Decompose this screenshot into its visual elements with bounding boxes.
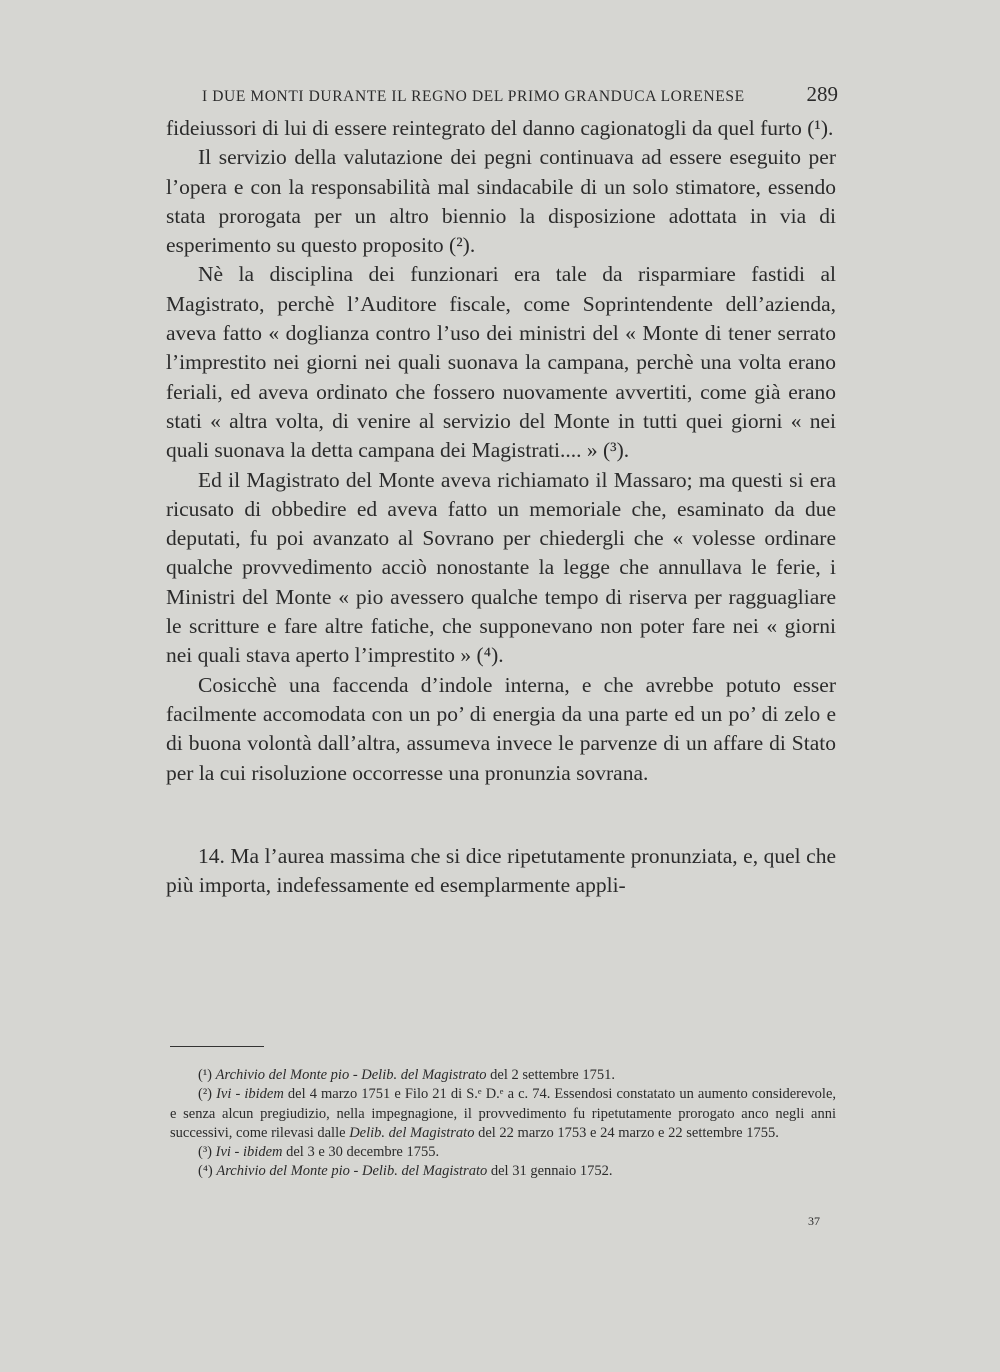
running-title: I DUE MONTI DURANTE IL REGNO DEL PRIMO GRANDUCA LORENESE bbox=[202, 88, 745, 105]
footnote-source: Archivio del Monte pio - Delib. del Magistrato bbox=[216, 1163, 488, 1180]
footnote-text: del 2 settembre 1751. bbox=[490, 1067, 615, 1083]
footnote-text: del 22 marzo 1753 e 24 marzo e 22 settembre 1755. bbox=[478, 1124, 779, 1141]
footnote bbox=[170, 1066, 836, 1085]
footnote-mark: (¹) bbox=[198, 1067, 213, 1083]
footnote-text: del 3 e 30 decembre 1755. bbox=[286, 1144, 440, 1161]
footnote-text: del 31 gennaio 1752. bbox=[490, 1163, 613, 1180]
signature-mark: 37 bbox=[808, 1214, 820, 1228]
footnote bbox=[170, 1143, 836, 1162]
footnote-source: Ivi - ibidem bbox=[216, 1086, 284, 1103]
footnote bbox=[170, 1162, 836, 1181]
footnote-mark: (⁴) bbox=[198, 1163, 213, 1180]
section-paragraph: 14. Ma l’aurea massima che si dice ripetutamente pronunziata, e, quel che più importa, indefessamente ed esemplarmente appli- bbox=[166, 843, 836, 898]
footnotes bbox=[170, 1066, 836, 1182]
footnote-mark: (²) bbox=[198, 1086, 213, 1103]
footnote bbox=[170, 1085, 836, 1143]
footnote-source: Archivio del Monte pio - Delib. del Magistrato bbox=[215, 1067, 487, 1083]
footnote-mark: (³) bbox=[198, 1144, 213, 1161]
paragraph: fideiussori di lui di essere reintegrato del danno cagionatogli da quel furto (¹). bbox=[166, 116, 834, 140]
footnote-text: del 4 marzo 1751 e Filo 21 di S.ᵉ D.ᵉ a c. 74. Essendosi constatato un aumento considerevole, e senza alcun pregiudizio, nella impegnagione, il provvedimento fu ripetutamente prorogato anco negli anni successivi, come rilevasi dalle bbox=[170, 1086, 837, 1141]
paragraph: Cosicchè una faccenda d’indole interna, e che avrebbe potuto esser facilmente accomodata con un po’ di energia da una parte ed un po’ di zelo e di buona volontà dall’altra, assumeva invece le parvenze di un affare di Stato per la cui risoluzione occorresse una pronunzia sovrana. bbox=[166, 672, 836, 785]
body-text bbox=[166, 114, 836, 900]
paragraph: Ed il Magistrato del Monte aveva richiamato il Massaro; ma questi si era ricusato di obbedire ed aveva fatto un memoriale che, esaminato da due deputati, fu poi avanzato al Sovrano per chiedergli che « volesse ordinare qualche provvedimento acciò nonostante la legge che annullava le ferie, i Ministri del Monte « pio avessero qualche tempo di riserva per ragguagliare le scritture e fare altre fatiche, che supponevano non poter fare nei « giorni nei quali stava aperto l’imprestito » (⁴). bbox=[166, 467, 836, 668]
footnote-source: Ivi - ibidem bbox=[215, 1144, 283, 1161]
running-header bbox=[202, 82, 838, 107]
paragraph: Il servizio della valutazione dei pegni continuava ad essere eseguito per l’opera e con la responsabilità mal sindacabile di un solo stimatore, essendo stata prorogata per un altro biennio la disposizione adottata in via di esperimento su questo proposito (²). bbox=[166, 145, 836, 258]
paragraph: Nè la disciplina dei funzionari era tale da risparmiare fastidi al Magistrato, perchè l’Auditore fiscale, come Soprintendente dell’azienda, aveva fatto « doglianza contro l’uso dei ministri del « Monte di tener serrato l’imprestito nei giorni nei quali suonava la campana, perchè una volta erano feriali, ed aveva ordinato che fossero nuovamente avvertiti, come già erano stati « altra volta, di venire al servizio del Monte in tutti quei giorni « nei quali suonava la detta campana dei Magistrati.... » (³). bbox=[166, 262, 836, 463]
footnote-divider bbox=[170, 1046, 264, 1047]
footnote-source: Delib. del Magistrato bbox=[349, 1124, 475, 1141]
page-number: 289 bbox=[806, 82, 838, 106]
